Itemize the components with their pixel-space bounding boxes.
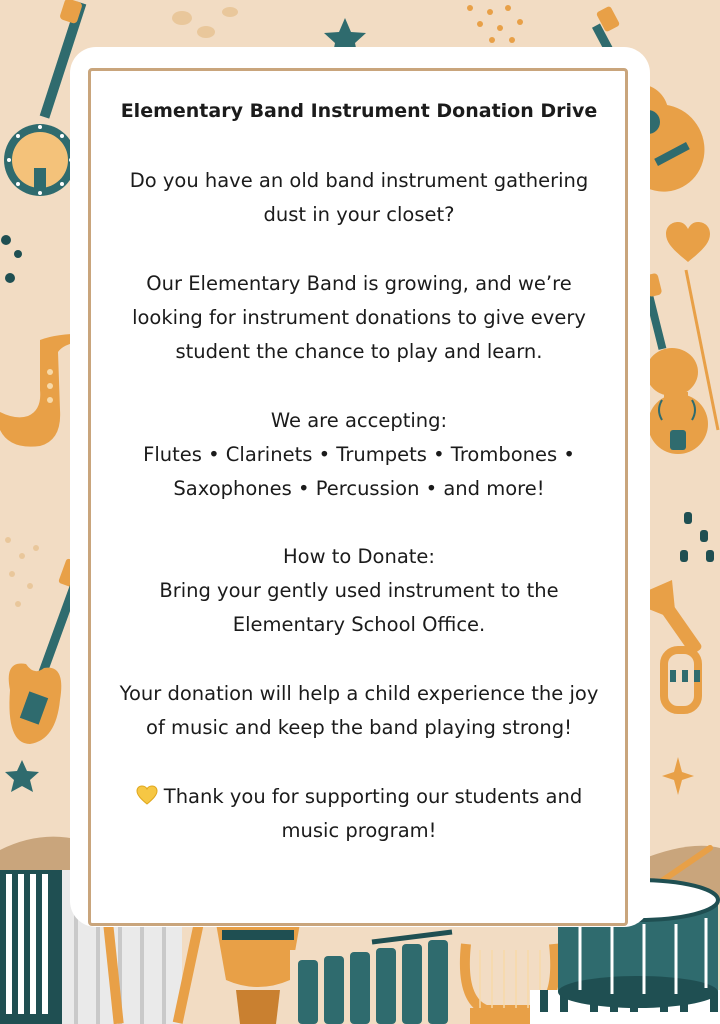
xylophone-icon <box>290 920 470 1024</box>
dots-right <box>680 512 714 562</box>
thanks-line-1 <box>90 780 628 814</box>
dots-left <box>1 235 22 283</box>
impact-line-2: of music and keep the band playing strong! <box>146 716 572 739</box>
intro-line-1: Do you have an old band instrument gathering <box>129 169 589 192</box>
violin-icon <box>642 270 718 454</box>
heart-icon <box>666 222 710 262</box>
donate-line-2: Elementary School Office. <box>232 613 486 636</box>
sparkle-icon <box>662 757 694 795</box>
bottom-hill-left <box>0 837 80 870</box>
accepting-heading: We are accepting: <box>270 409 448 432</box>
intro-line-2: dust in your closet? <box>263 203 455 226</box>
accepting-line-2: Saxophones • Percussion • and more! <box>173 477 545 500</box>
dots-left-lower <box>5 537 39 607</box>
yellow-heart-icon <box>136 785 158 805</box>
thanks-line-2: music program! <box>281 819 437 842</box>
poster-title: Elementary Band Instrument Donation Drive <box>120 100 598 122</box>
growing-line-2: looking for instrument donations to give every <box>132 306 586 329</box>
thanks-line-1-text: Thank you for supporting our students and <box>163 785 583 808</box>
growing-line-3: student the chance to play and learn. <box>175 340 543 363</box>
poster-content <box>90 94 628 848</box>
accepting-line-1: Flutes • Clarinets • Trumpets • Trombones • <box>143 443 575 466</box>
growing-line-1: Our Elementary Band is growing, and we’re <box>146 272 572 295</box>
star-icon <box>5 760 39 792</box>
impact-line-1: Your donation will help a child experience the joy <box>119 682 599 705</box>
donate-line-1: Bring your gently used instrument to the <box>159 579 559 602</box>
dots-top-left <box>172 7 238 38</box>
small-hearts <box>467 5 523 43</box>
donate-heading: How to Donate: <box>283 545 435 568</box>
